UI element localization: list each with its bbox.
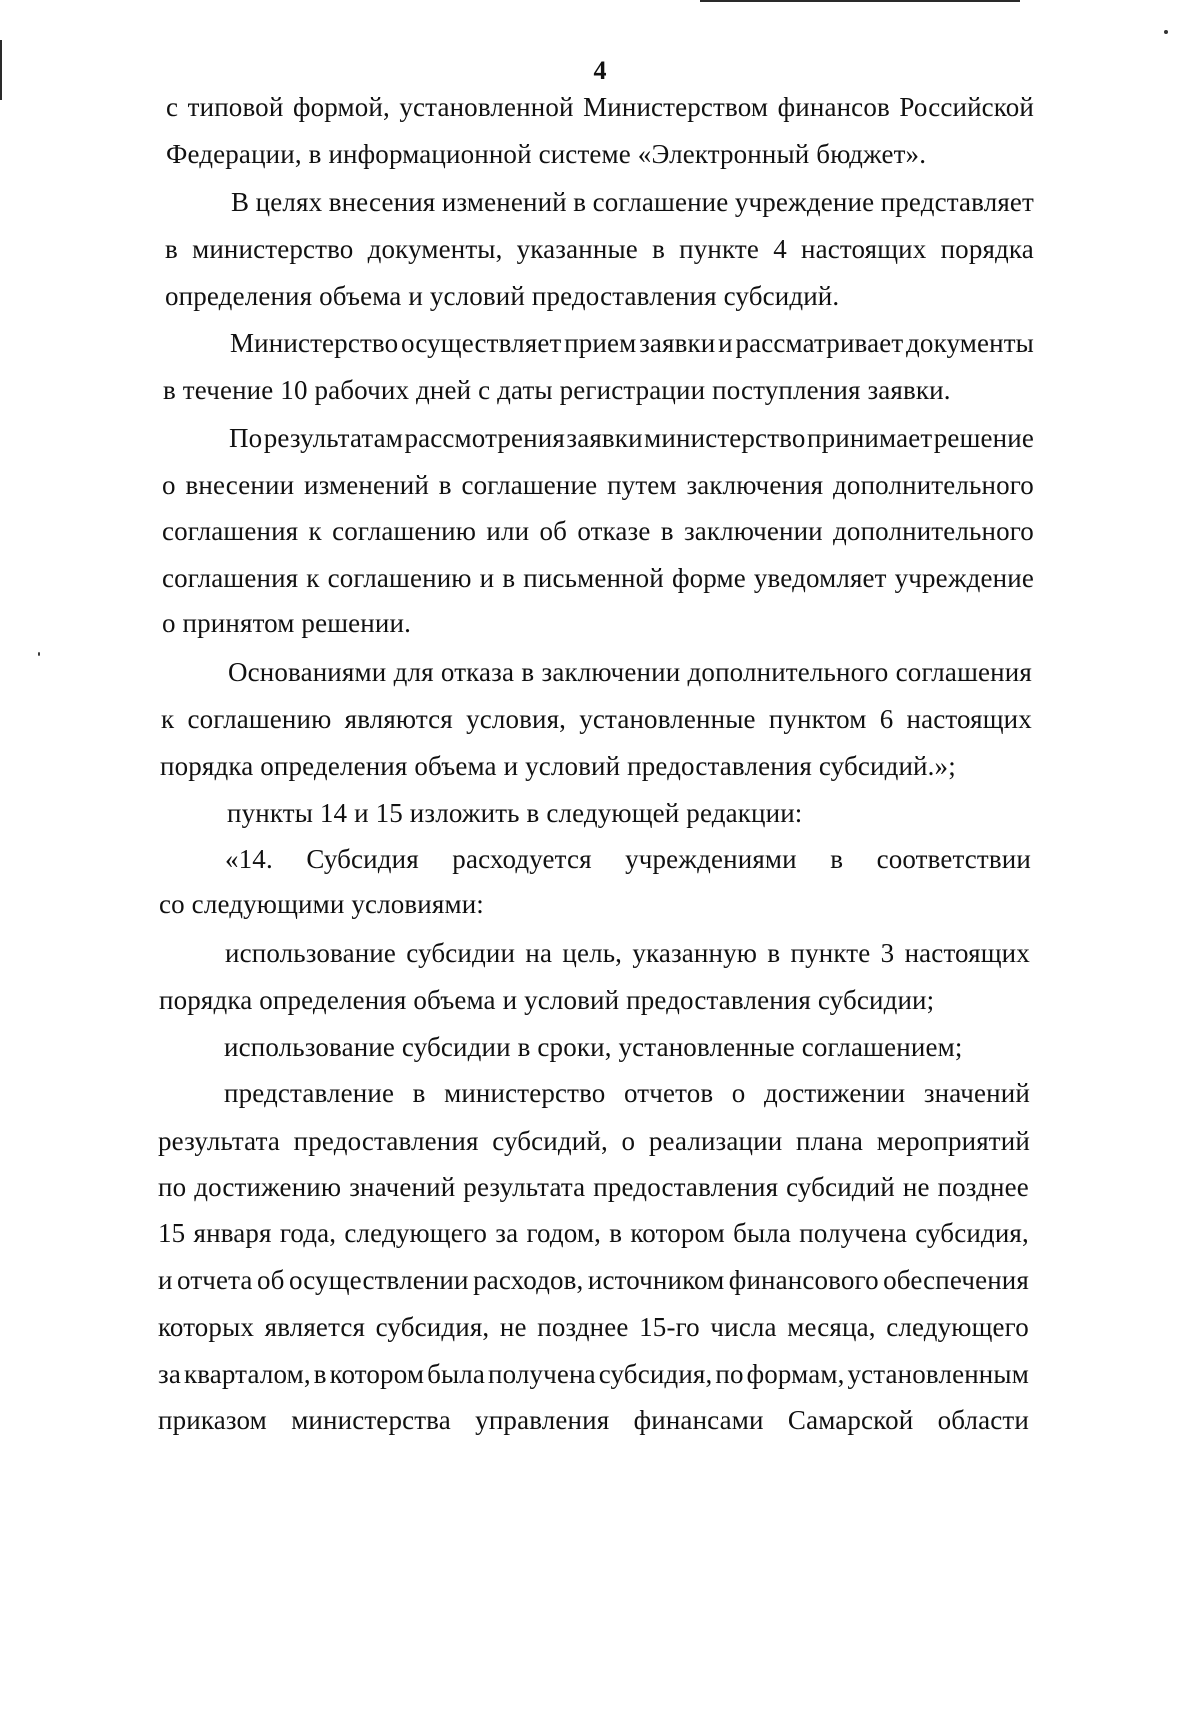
- word: в: [573, 187, 587, 217]
- word: по: [158, 1172, 187, 1202]
- word: министерство: [444, 1078, 606, 1108]
- word: учреждение: [734, 187, 875, 217]
- word: соглашения: [895, 657, 1032, 687]
- word: типовой: [187, 92, 284, 122]
- word: управления: [475, 1405, 610, 1435]
- word: следующего: [886, 1312, 1029, 1342]
- word: в: [502, 563, 516, 593]
- word: Основаниями: [228, 657, 387, 687]
- word: уведомляет: [753, 563, 887, 593]
- word: за: [495, 1218, 519, 1248]
- word: В: [231, 187, 250, 217]
- word: была: [733, 1218, 792, 1248]
- word: отчетов: [624, 1078, 714, 1108]
- word: целях: [255, 187, 323, 217]
- word: в: [313, 1359, 327, 1389]
- word: в: [830, 844, 844, 874]
- text-line: [158, 1357, 1029, 1391]
- word: в: [412, 1078, 426, 1108]
- word: к: [308, 516, 322, 546]
- word: Российской: [899, 92, 1034, 122]
- word: в: [660, 516, 674, 546]
- word: осуществлении: [288, 1265, 469, 1295]
- word: не: [902, 1172, 930, 1202]
- word: года,: [279, 1218, 337, 1248]
- word: была: [427, 1359, 485, 1389]
- word: субсидий,: [492, 1126, 608, 1156]
- word: финансов: [777, 92, 890, 122]
- word: субсидии: [406, 938, 516, 968]
- text-line: [158, 1310, 1029, 1344]
- word: указанную: [632, 938, 758, 968]
- word: решение: [933, 423, 1034, 453]
- word: результатам: [263, 423, 404, 453]
- word: о: [162, 470, 176, 500]
- word: к: [306, 563, 320, 593]
- word: соглашению: [332, 516, 477, 546]
- word: министерства: [291, 1405, 451, 1435]
- word: финансового: [728, 1265, 879, 1295]
- word: представление: [224, 1078, 395, 1108]
- word: являются: [344, 704, 453, 734]
- word: Субсидия: [306, 844, 419, 874]
- word: соглашения: [162, 516, 299, 546]
- word: области: [937, 1405, 1029, 1435]
- text-line: о принятом решении.: [162, 608, 411, 638]
- text-line: [162, 468, 1034, 502]
- text-line: [158, 1170, 1029, 1204]
- word: плана: [795, 1126, 864, 1156]
- word: настоящих: [906, 704, 1032, 734]
- word: рассматривает: [735, 328, 904, 358]
- word: соответствии: [876, 844, 1031, 874]
- word: прием: [564, 328, 637, 358]
- word: формам,: [746, 1359, 845, 1389]
- word: «14.: [225, 844, 273, 874]
- scan-speck: [38, 652, 40, 656]
- word: форме: [671, 563, 746, 593]
- word: учреждение: [894, 563, 1034, 593]
- word: По: [229, 423, 263, 453]
- word: о: [621, 1126, 636, 1156]
- word: в: [438, 470, 452, 500]
- word: 15: [158, 1218, 186, 1248]
- word: цель,: [562, 938, 623, 968]
- word: источником: [587, 1265, 725, 1295]
- word: котором: [329, 1359, 425, 1389]
- word: которых: [158, 1312, 255, 1342]
- word: на: [525, 938, 553, 968]
- word: с: [166, 92, 179, 122]
- text-line: со следующими условиями:: [159, 889, 484, 919]
- word: рассмотрения: [404, 423, 565, 453]
- word: письменной: [523, 563, 664, 593]
- word: годом,: [526, 1218, 602, 1248]
- text-line: порядка определения объема и условий предоставления субсидии;: [159, 985, 935, 1015]
- word: соглашению: [327, 563, 472, 593]
- word: пункте: [790, 938, 871, 968]
- word: значений: [923, 1078, 1030, 1108]
- word: позднее: [937, 1172, 1029, 1202]
- word: субсидия,: [915, 1218, 1029, 1248]
- word: установленным: [847, 1359, 1029, 1389]
- word: и: [718, 328, 733, 358]
- text-line: [166, 90, 1034, 124]
- word: заявки: [566, 423, 643, 453]
- word: условия,: [466, 704, 567, 734]
- word: Министерство: [230, 328, 399, 358]
- word: использование: [225, 938, 397, 968]
- word: результата: [158, 1126, 281, 1156]
- word: отказа: [440, 657, 515, 687]
- text-line: [224, 1076, 1030, 1110]
- word: к: [161, 704, 175, 734]
- word: документы,: [367, 234, 503, 264]
- text-line: [158, 1403, 1029, 1437]
- text-line: [158, 1263, 1029, 1297]
- word: заключении: [683, 516, 823, 546]
- word: субсидия,: [598, 1359, 713, 1389]
- word: достижению: [194, 1172, 342, 1202]
- word: установленной: [399, 92, 574, 122]
- text-line: [158, 1216, 1029, 1250]
- word: и: [158, 1265, 173, 1295]
- word: изменений: [303, 470, 429, 500]
- text-line: [165, 232, 1034, 266]
- word: указанные: [516, 234, 638, 264]
- word: кварталом,: [183, 1359, 311, 1389]
- word: мероприятий: [876, 1126, 1030, 1156]
- word: расходуется: [452, 844, 592, 874]
- word: настоящих: [904, 938, 1030, 968]
- word: финансами: [633, 1405, 764, 1435]
- word: и: [479, 563, 495, 593]
- text-line: использование субсидии в сроки, установленные соглашением;: [224, 1032, 963, 1062]
- word: принимает: [806, 423, 933, 453]
- word: достижении: [764, 1078, 906, 1108]
- word: соглашению: [187, 704, 332, 734]
- text-line: [225, 936, 1030, 970]
- text-line: [158, 1124, 1030, 1158]
- word: в: [767, 938, 781, 968]
- word: дополнительного: [687, 657, 889, 687]
- text-line: [228, 655, 1032, 689]
- text-line: порядка определения объема и условий предоставления субсидий.»;: [160, 751, 956, 781]
- word: не: [499, 1312, 527, 1342]
- word: по: [715, 1359, 744, 1389]
- word: получена: [487, 1359, 596, 1389]
- word: об: [539, 516, 568, 546]
- word: 6: [879, 704, 894, 734]
- word: отказе: [577, 516, 651, 546]
- word: в: [521, 657, 535, 687]
- word: является: [264, 1312, 366, 1342]
- word: министерство: [192, 234, 354, 264]
- word: расходов,: [473, 1265, 584, 1295]
- word: предоставления: [593, 1172, 779, 1202]
- text-line: Федерации, в информационной системе «Электронный бюджет».: [166, 139, 927, 169]
- text-line: в течение 10 рабочих дней с даты регистрации поступления заявки.: [163, 375, 951, 405]
- word: позднее: [537, 1312, 629, 1342]
- word: за: [158, 1359, 181, 1389]
- word: Самарской: [787, 1405, 914, 1435]
- word: заключения: [686, 470, 824, 500]
- text-line: [162, 514, 1034, 548]
- word: отчета: [177, 1265, 253, 1295]
- word: внесении: [185, 470, 295, 500]
- word: внесения: [328, 187, 436, 217]
- word: заявки: [639, 328, 716, 358]
- word: или: [486, 516, 530, 546]
- scan-edge-top: [700, 0, 1020, 2]
- word: заключении: [541, 657, 681, 687]
- word: в: [165, 234, 178, 264]
- text-line: [230, 326, 1034, 360]
- word: 15-го: [639, 1312, 700, 1342]
- word: настоящих: [801, 234, 927, 264]
- word: в: [652, 234, 665, 264]
- word: дополнительного: [833, 516, 1034, 546]
- word: котором: [630, 1218, 725, 1248]
- word: соглашение: [592, 187, 729, 217]
- word: приказом: [158, 1405, 267, 1435]
- word: порядка: [940, 234, 1034, 264]
- word: изменений: [441, 187, 567, 217]
- word: января: [193, 1218, 272, 1248]
- word: пункте: [679, 234, 759, 264]
- word: о: [731, 1078, 746, 1108]
- scan-speck: [1164, 30, 1168, 34]
- word: субсидия,: [375, 1312, 490, 1342]
- text-line: определения объема и условий предоставления субсидий.: [165, 281, 840, 311]
- word: числа: [710, 1312, 777, 1342]
- text-line: [162, 561, 1034, 595]
- word: реализации: [648, 1126, 783, 1156]
- word: 4: [773, 234, 787, 264]
- word: следующего: [344, 1218, 488, 1248]
- word: для: [393, 657, 434, 687]
- word: учреждениями: [625, 844, 797, 874]
- word: дополнительного: [833, 470, 1034, 500]
- text-line: [161, 702, 1032, 736]
- text-line: [225, 842, 1031, 876]
- word: установленные: [579, 704, 756, 734]
- text-line: [229, 421, 1034, 455]
- word: 3: [880, 938, 895, 968]
- word: осуществляет: [401, 328, 562, 358]
- word: соглашения: [162, 563, 299, 593]
- word: в: [609, 1218, 623, 1248]
- text-line: [231, 185, 1034, 219]
- word: субсидий: [786, 1172, 895, 1202]
- word: пунктом: [768, 704, 867, 734]
- word: формой,: [292, 92, 390, 122]
- word: Министерством: [583, 92, 769, 122]
- word: соглашение: [461, 470, 598, 500]
- word: об: [256, 1265, 285, 1295]
- word: обеспечения: [883, 1265, 1029, 1295]
- text-line: пункты 14 и 15 изложить в следующей редакции:: [227, 798, 803, 828]
- word: документы: [906, 328, 1034, 358]
- word: министерство: [644, 423, 806, 453]
- page-number: 4: [593, 56, 607, 85]
- word: значений: [349, 1172, 456, 1202]
- word: представляет: [880, 187, 1034, 217]
- word: получена: [799, 1218, 908, 1248]
- word: месяца,: [787, 1312, 876, 1342]
- word: результата: [463, 1172, 586, 1202]
- word: путем: [607, 470, 677, 500]
- word: предоставления: [293, 1126, 479, 1156]
